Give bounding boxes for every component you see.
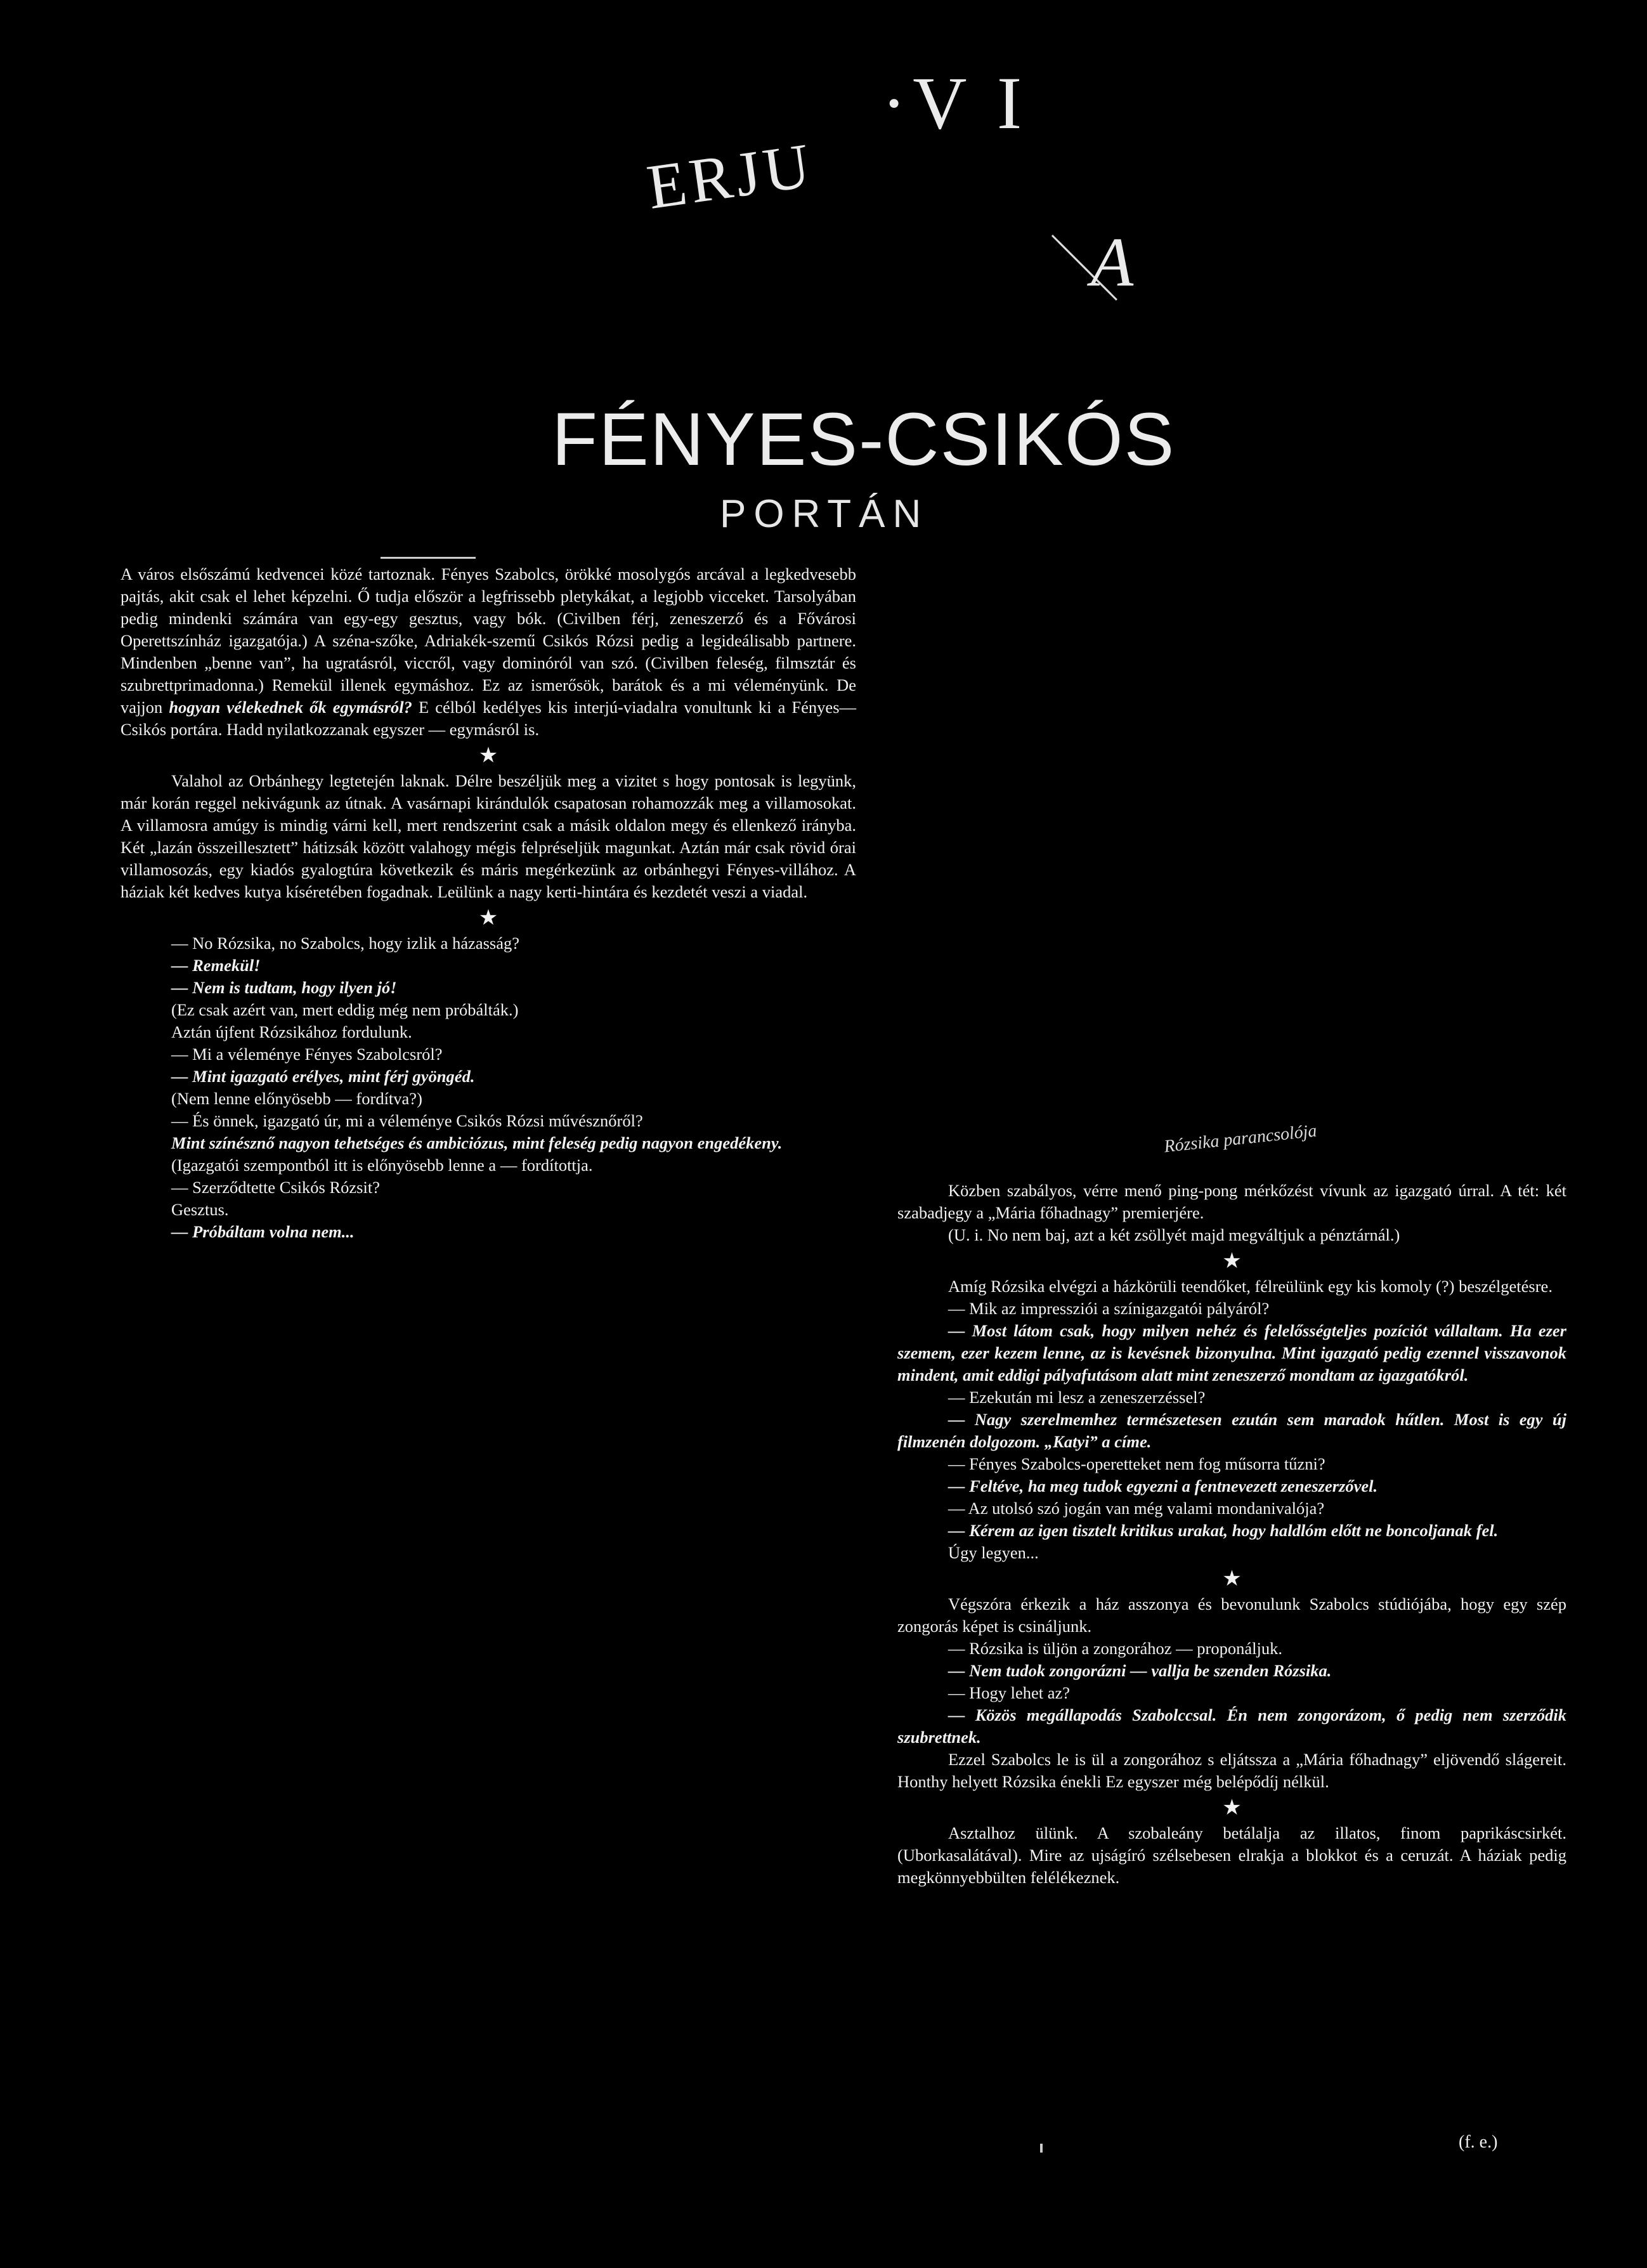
dialog-line: — Ezekután mi lesz a zeneszerzéssel? [948,1388,1206,1407]
intro-italic: hogyan vélekednek ők egymásról? [169,698,412,717]
dialog-line: — Most látom csak, hogy milyen nehéz és felelősségteljes pozíciót vállaltam. Ha ezer szemem, ezer kezem lenne, az is kevésnek bizonyulna. Mint igazgató pedig ezennel visszavonok mindent, amit eddigi pályafutásom alatt mint zeneszerző mondtam az igazgatókról. [897,1321,1566,1385]
author-signature: (f. e.) [1459,2132,1498,2152]
star-divider: ★ [478,743,498,768]
dialog-line: — No Rózsika, no Szabolcs, hogy izlik a házasság? [171,934,520,953]
headline-fragment-vi: ·V I [882,62,1029,145]
star-divider: ★ [478,905,498,930]
article-title: FÉNYES-CSIKÓS [552,398,1176,481]
headline-fragment-a: A [1091,223,1134,301]
dialog-line: — Mi a véleménye Fényes Szabolcsról? [171,1045,443,1064]
dialog-line: — Mik az impressziói a színigazgatói pályáról? [948,1299,1270,1318]
paragraph: Amíg Rózsika elvégzi a házkörüli teendőket, félreülünk egy kis komoly (?) beszélgetésre. [948,1277,1553,1296]
paragraph-visit: Valahol az Orbánhegy legtetején laknak. Délre beszéljük meg a vizitet s hogy pontosak is legyünk, már korán reggel nekivágunk az útnak. A vasárnapi kirándulók csapatosan rohamozzák meg a villamosokat. A villamosra amúgy is mindig várni kell, mert rendszerint csak a másik oldalon megy és ellenkező irányba. Két „lazán összeillesztett” hátizsák között valahogy mégis felpréseljük magunkat. Aztán már csak rövid órai villamosozás, egy kiadós gyalogtúra következik és máris megérkezünk az orbánhegyi Fényes-villához. A háziak két kedves kutya kíséretében fogadnak. Leülünk a nagy kerti-hintára és kezdetét veszi a viadal. [120,771,856,901]
paragraph: (U. i. No nem baj, azt a két zsöllyét majd megváltjuk a pénztárnál.) [948,1225,1400,1244]
dialog-line: (Nem lenne előnyösebb — fordítva?) [171,1089,422,1108]
star-divider: ★ [1222,1795,1242,1820]
paragraph: Végszóra érkezik a ház asszonya és bevonulunk Szabolcs stúdiójába, hogy egy szép zongorás képet is csináljunk. [897,1594,1566,1636]
dialog-line: — Fényes Szabolcs-operetteket nem fog műsorra tűzni? [948,1454,1325,1473]
intro-text: A város elsőszámú kedvencei közé tartoznak. Fényes Szabolcs, örökké mosolygós arcával a legkedvesebb pajtás, akit csak el lehet képzelni. Ő tudja először a legfrissebb pletykákat, a legjobb vicceket. Tarsolyában pedig mindenki számára van egy-egy gesztus, vagy bók. (Civilben férj, zeneszerző és a Fővárosi Operettszínház igazgatója.) A széna-szőke, Adriakék-szemű Csikós Rózsi pedig a legideálisabb partnere. Mindenben „benne van”, ha ugratásról, viccről, vagy dominóról van szó. (Civilben feleség, filmsztár és szubrettprimadonna.) Remekül illenek egymáshoz. Ez az ismerősök, barátok és a mi véleményünk. De vajjon [120,564,856,717]
photo-caption: Rózsika parancsolója [1162,1121,1318,1157]
star-divider: ★ [1222,1566,1242,1591]
dialog-line: Úgy legyen... [948,1543,1039,1562]
dialog-line: — Feltéve, ha meg tudok egyezni a fentnevezett zeneszerzővel. [948,1476,1378,1496]
dialog-line: — Nem is tudtam, hogy ilyen jó! [171,978,397,997]
dialog-line: — És önnek, igazgató úr, mi a véleménye Csikós Rózsi művésznőről? [171,1111,643,1130]
dialog-line: — Nagy szerelmemhez természetesen ezután sem maradok hűtlen. Most is egy új filmzenén dolgozom. „Katyi” a címe. [897,1410,1566,1451]
dialog-line: — Hogy lehet az? [948,1683,1071,1702]
dialog-line: — Az utolsó szó jogán van még valami mondanivalója? [948,1499,1325,1518]
dialog-line: — Közös megállapodás Szabolccsal. Én nem zongorázom, ő pedig nem szerződik szubrettnek. [897,1705,1566,1747]
star-divider: ★ [1222,1248,1242,1274]
dialog-line: (Igazgatói szempontból itt is előnyösebb lenne a — fordítottja. [171,1156,593,1175]
dialog-line: Aztán újfent Rózsikához fordulunk. [171,1022,412,1041]
paragraph: Asztalhoz ülünk. A szobaleány betálalja az illatos, finom paprikáscsirkét. (Uborkasalátával). Mire az ujságíró szélsebesen elrakja a blokkot és a ceruzát. A háziak pedig megkönnyebbülten felélékeznek. [897,1823,1566,1887]
intro-end: E célból kedélyes kis interjú-viadalra vonultunk ki a Fényes—Csikós portára. Hadd nyilatkozzanak egyszer — egymásról is. [120,698,857,739]
dialog-line: — Szerződtette Csikós Rózsit? [171,1178,380,1197]
right-column [897,1180,1566,1889]
paragraph: Ezzel Szabolcs le is ül a zongorához s eljátssza a „Mária főhadnagy” eljövendő slágereit. Honthy helyett Rózsika énekli Ez egyszer még belépődíj nélkül. [897,1750,1566,1791]
dialog-line: — Próbáltam volna nem... [171,1222,355,1241]
paragraph: Közben szabályos, vérre menő ping-pong mérkőzést vívunk az igazgató úrral. A tét: két szabadjegy a „Mária főhadnagy” premierjére. [897,1181,1566,1222]
left-column [120,563,856,1243]
headline-fragment-eriu: ERJU [642,129,818,223]
print-mark [1040,2144,1043,2153]
intro-paragraph [120,563,856,741]
dialog-line: Gesztus. [171,1200,229,1219]
dialog-line: (Ez csak azért van, mert eddig még nem próbálták.) [171,1000,519,1019]
dialog-line: — Mint igazgató erélyes, mint férj gyöngéd. [171,1067,475,1086]
dialog-line: — Rózsika is üljön a zongorához — proponáljuk. [948,1639,1282,1658]
dialog-line: Mint színésznő nagyon tehetséges és ambiciózus, mint feleség pedig nagyon engedékeny. [171,1133,783,1152]
dialog-line: — Remekül! [171,956,261,975]
article-subtitle: PORTÁN [720,492,929,536]
dialog-line: — Nem tudok zongorázni — vallja be szenden Rózsika. [948,1661,1332,1680]
divider [381,557,476,559]
dialog-line: — Kérem az igen tisztelt kritikus urakat, hogy haldlóm előtt ne boncoljanak fel. [948,1521,1499,1540]
